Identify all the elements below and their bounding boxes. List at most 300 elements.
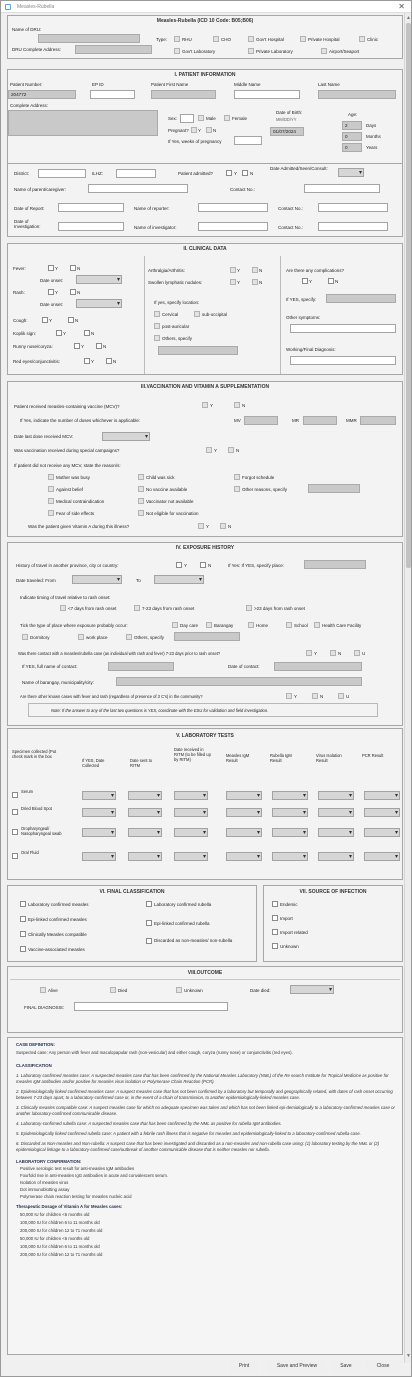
scroll-up-icon[interactable]: ▲ xyxy=(406,15,411,21)
source-endemic-checkbox[interactable] xyxy=(272,901,278,907)
mcv-yes-checkbox[interactable] xyxy=(202,402,208,408)
type-airport-checkbox[interactable] xyxy=(321,48,327,54)
dob-format: MM/DD/YY xyxy=(276,117,297,122)
col-date-sent: Date sent to RITM xyxy=(130,758,153,768)
investigator-contact-field[interactable] xyxy=(318,222,388,231)
type-private-hospital-label: Private Hospital xyxy=(308,37,340,42)
places-label: Tick the type of place where exposure probably occur: xyxy=(20,623,128,628)
place-school-label: School xyxy=(294,623,308,628)
class-lab-measles-checkbox[interactable] xyxy=(20,901,26,907)
source-unknown-checkbox[interactable] xyxy=(272,943,278,949)
lab-date-picker[interactable] xyxy=(174,828,208,837)
scroll-thumb[interactable] xyxy=(406,23,411,568)
ep-id-field[interactable] xyxy=(90,90,135,99)
travel-yes-checkbox[interactable] xyxy=(176,562,182,568)
lab-result-select[interactable] xyxy=(226,852,262,861)
other-cases-yes-checkbox[interactable] xyxy=(286,693,292,699)
reason-medical-checkbox[interactable] xyxy=(48,498,54,504)
contact-yes-label: Y xyxy=(314,651,318,656)
reason-mother-busy-checkbox[interactable] xyxy=(48,474,54,480)
timing-gt23-label: >23 days from rash onset xyxy=(254,606,305,611)
pregnant-label: Pregnant? xyxy=(168,128,189,133)
class-epi-measles-label: Epi-linked confirmed measles xyxy=(28,917,87,922)
other-symptoms-label: Other symptoms: xyxy=(286,315,321,320)
female-checkbox[interactable] xyxy=(224,115,230,121)
outcome-heading: VIII.OUTCOME xyxy=(187,970,223,976)
admitted-label: Patient admitted? xyxy=(178,171,214,176)
complete-address-field[interactable] xyxy=(8,110,158,136)
reason-not-eligible-checkbox[interactable] xyxy=(138,510,144,516)
campaign-yes-checkbox[interactable] xyxy=(206,447,212,453)
date-from-picker[interactable] xyxy=(72,575,122,584)
lab-result-select[interactable] xyxy=(226,791,262,800)
arthralgia-yes-checkbox[interactable] xyxy=(230,267,236,273)
investigator-field[interactable] xyxy=(198,222,268,231)
print-button[interactable]: Print xyxy=(229,1360,259,1372)
reasons-label: If patient did not receive any MCV, state the reason/s: xyxy=(14,463,121,468)
type-private-hospital-checkbox[interactable] xyxy=(300,36,306,42)
specimen-label: Oral Fluid xyxy=(21,850,39,855)
rash-yes-checkbox[interactable] xyxy=(48,289,54,295)
col-date-received: Date received in RITM (to be filled up by RITM) xyxy=(174,747,211,762)
red-eyes-no-checkbox[interactable] xyxy=(106,358,112,364)
suspected-case: Suspected case: Any person with fever and maculopapular rash (non-vesicular) and either cough, coryza (runny nose) or conjunctivitis (red eyes). xyxy=(16,1050,293,1055)
source-unknown-label: Unknown xyxy=(280,944,299,949)
suboccipital-checkbox[interactable] xyxy=(194,311,200,317)
final-diag-label: FINAL DIAGNOSIS: xyxy=(24,1005,65,1010)
pregnant-no-checkbox[interactable] xyxy=(206,127,212,133)
arthralgia-no-checkbox[interactable] xyxy=(252,267,258,273)
complications-label: Are there any complications? xyxy=(286,268,345,273)
lab-date-picker[interactable] xyxy=(128,791,162,800)
outcome-alive-checkbox[interactable] xyxy=(40,987,46,993)
complications-no-checkbox[interactable] xyxy=(328,278,334,284)
classification-subheading: CLASSIFICATION xyxy=(16,1063,52,1068)
male-checkbox[interactable] xyxy=(198,115,204,121)
lab-confirmation-heading: LABORATORY CONFIRMATION: xyxy=(16,1159,82,1164)
lab-result-select[interactable] xyxy=(364,852,400,861)
lab-result-select[interactable] xyxy=(272,791,308,800)
vaccination-heading: III.VACCINATION AND VITAMIN A SUPPLEMENTATION xyxy=(140,384,270,390)
age-months-field[interactable]: 0 xyxy=(342,132,362,141)
swollen-yes-checkbox[interactable] xyxy=(230,279,236,285)
cough-yes-label: Y xyxy=(49,318,53,323)
other-cases-unknown-label: U xyxy=(346,694,350,699)
admitted-no-checkbox[interactable] xyxy=(242,170,248,176)
reason-no-vaccine-checkbox[interactable] xyxy=(138,486,144,492)
case-def-5: 5. Epidemiologically linked confirmed rubella case: A patient with a febrile rash illness that is negative for measles and epidemiologically-linked to a laboratory-confirmed rubella case. xyxy=(16,1131,361,1136)
other-cases-unknown-checkbox[interactable] xyxy=(338,693,344,699)
dru-address-field[interactable] xyxy=(75,45,152,54)
cough-yes-checkbox[interactable] xyxy=(42,317,48,323)
place-others-checkbox[interactable] xyxy=(126,634,132,640)
mmr-field[interactable] xyxy=(360,416,396,425)
lab-result-select[interactable] xyxy=(364,791,400,800)
red-eyes-no-label: N xyxy=(113,359,117,364)
rash-no-label: N xyxy=(77,290,81,295)
close-button[interactable]: Close xyxy=(365,1360,401,1372)
lab-date-picker[interactable] xyxy=(174,791,208,800)
specimen-checkbox[interactable] xyxy=(12,792,18,798)
location-others-checkbox[interactable] xyxy=(154,335,160,341)
class-epi-measles-checkbox[interactable] xyxy=(20,916,26,922)
campaign-label: Was vaccination received during special campaigns? xyxy=(14,448,120,453)
date-admitted-picker[interactable] xyxy=(338,168,364,177)
timing-7-23-checkbox[interactable] xyxy=(134,605,140,611)
lab-result-select[interactable] xyxy=(318,808,354,817)
runny-yes-checkbox[interactable] xyxy=(74,343,80,349)
date-died-picker[interactable] xyxy=(290,985,334,994)
koplik-yes-checkbox[interactable] xyxy=(56,330,62,336)
patient-info-section xyxy=(7,69,403,165)
exposure-note-box xyxy=(28,703,378,717)
lab-result-select[interactable] xyxy=(318,791,354,800)
months-label: Months xyxy=(366,134,381,139)
complications-yes-checkbox[interactable] xyxy=(302,278,308,284)
date-contact-field[interactable] xyxy=(274,662,362,671)
timing-7-23-label: 7-23 days from rash onset xyxy=(142,606,195,611)
outcome-unknown-checkbox[interactable] xyxy=(176,987,182,993)
specimen-checkbox[interactable] xyxy=(12,853,18,859)
other-cases-yes-label: Y xyxy=(294,694,298,699)
classification-section xyxy=(7,885,257,962)
contact-yes-checkbox[interactable] xyxy=(306,650,312,656)
lab-date-picker[interactable] xyxy=(82,828,116,837)
rash-onset-picker[interactable] xyxy=(76,299,122,308)
vit-a-no-label: N xyxy=(228,524,232,529)
years-label: Years xyxy=(366,145,378,150)
class-discarded-checkbox[interactable] xyxy=(146,938,152,944)
save-button[interactable]: Save xyxy=(331,1360,361,1372)
rash-label: Rash: xyxy=(13,290,25,295)
case-definition-text xyxy=(16,1042,396,1258)
lab-result-select[interactable] xyxy=(318,852,354,861)
complications-specify-field[interactable] xyxy=(326,294,396,303)
mcv-yes-label: Y xyxy=(210,403,214,408)
swollen-label: Swollen lymphatic nodules: xyxy=(148,280,203,285)
save-preview-button[interactable]: Save and Preview xyxy=(267,1360,327,1372)
specimen-checkbox[interactable] xyxy=(12,809,18,815)
vaccination-section xyxy=(7,381,403,537)
reason-against-belief-label: Against belief xyxy=(56,487,84,492)
reporter-contact-field[interactable] xyxy=(318,203,388,212)
timing-lt7-label: <7 days from rash onset xyxy=(68,606,117,611)
source-import-checkbox[interactable] xyxy=(272,915,278,921)
travel-no-label: N xyxy=(208,563,212,568)
timing-label: Indicate timing of travel relative to rash onset: xyxy=(20,595,111,600)
lab-result-select[interactable] xyxy=(226,808,262,817)
vit-a-label: Was the patient given Vitamin A during this illness? xyxy=(28,524,130,529)
timing-lt7-checkbox[interactable] xyxy=(60,605,66,611)
app-icon xyxy=(5,4,11,10)
middle-name-field[interactable] xyxy=(234,90,300,99)
travel-no-checkbox[interactable] xyxy=(200,562,206,568)
reason-against-belief-checkbox[interactable] xyxy=(48,486,54,492)
mv-label: MV xyxy=(234,418,241,423)
reason-forgot-checkbox[interactable] xyxy=(234,474,240,480)
lab-date-picker[interactable] xyxy=(128,828,162,837)
lab-result-select[interactable] xyxy=(318,828,354,837)
date-investigation-field[interactable] xyxy=(58,222,124,231)
form-title: Measles-Rubella (ICD 10 Code: B05;B06) xyxy=(156,18,254,24)
contact-name-field[interactable] xyxy=(108,662,174,671)
koplik-no-checkbox[interactable] xyxy=(84,330,90,336)
barangay-field[interactable] xyxy=(116,677,362,686)
fever-yes-checkbox[interactable] xyxy=(48,265,54,271)
suboccipital-label: sub-occipital xyxy=(202,312,228,317)
class-vaccine-measles-checkbox[interactable] xyxy=(20,946,26,952)
reporter-contact-label: Contact No.: xyxy=(278,206,304,211)
reason-child-sick-checkbox[interactable] xyxy=(138,474,144,480)
reason-fear-label: Fear of side effects xyxy=(56,511,95,516)
fever-label: Fever: xyxy=(13,266,26,271)
col-specimen: Specimen collected (Put check mark in the box xyxy=(12,749,57,759)
age-years-field[interactable]: 0 xyxy=(342,143,362,152)
travel-place-label: If Yes: If YES, specify place: xyxy=(228,563,284,568)
dosage-item: 100,000 IU for children 6 to 11 months old xyxy=(20,1244,100,1249)
mcv-no-checkbox[interactable] xyxy=(234,402,240,408)
class-lab-rubella-label: Laboratory confirmed rubella xyxy=(154,902,212,907)
place-dormitory-label: Dormitory xyxy=(30,635,50,640)
dosage-heading: Therapeutic Dosage of Vitamin A for Measles cases: xyxy=(16,1204,123,1209)
weeks-field[interactable] xyxy=(234,136,262,145)
campaign-no-checkbox[interactable] xyxy=(228,447,234,453)
type-gov-lab-checkbox[interactable] xyxy=(174,48,180,54)
vit-a-no-checkbox[interactable] xyxy=(220,523,226,529)
mr-label: MR xyxy=(292,418,299,423)
arthralgia-yes-label: Y xyxy=(237,268,241,273)
outcome-died-label: Died xyxy=(118,988,128,993)
type-gov-lab-label: Gov't Laboratory xyxy=(182,49,216,54)
post-auricular-checkbox[interactable] xyxy=(154,323,160,329)
classification-heading: VI. FINAL CLASSIFICATION xyxy=(99,889,165,895)
mr-field[interactable] xyxy=(303,416,337,425)
ilhz-label: ILHZ: xyxy=(92,171,104,176)
outcome-alive-label: Alive xyxy=(48,988,58,993)
dosage-item: 50,000 IU for children <6 months old xyxy=(20,1212,90,1217)
reason-vaccinator-checkbox[interactable] xyxy=(138,498,144,504)
lab-result-select[interactable] xyxy=(364,808,400,817)
type-rhu-checkbox[interactable] xyxy=(174,36,180,42)
case-def-2: 2. Epidemiologically linked confirmed measles case: A suspect measles case that has not been confirmed by a laboratory but temporally and geographically related, with dates of rash onset occurring between 7-23 days apart, to a laboratory-confirmed case or, in the event of a chain of transmission, to another epidemiologically-linked measles case. xyxy=(16,1089,393,1100)
koplik-no-label: N xyxy=(91,331,95,336)
fever-no-checkbox[interactable] xyxy=(70,265,76,271)
lab-result-select[interactable] xyxy=(272,828,308,837)
reason-other-label: Other reasons, specify xyxy=(242,487,288,492)
arthralgia-no-label: N xyxy=(259,268,263,273)
place-dormitory-checkbox[interactable] xyxy=(22,634,28,640)
date-to-label: To xyxy=(136,578,141,583)
rash-no-checkbox[interactable] xyxy=(70,289,76,295)
lab-result-select[interactable] xyxy=(364,828,400,837)
admitted-yes-checkbox[interactable] xyxy=(226,170,232,176)
cough-no-checkbox[interactable] xyxy=(68,317,74,323)
complications-yes-label: Y xyxy=(309,279,313,284)
place-hcf-label: Health Care Facility xyxy=(322,623,362,628)
reporter-field[interactable] xyxy=(198,203,268,212)
final-diag-field[interactable] xyxy=(74,1002,228,1011)
travel-yes-label: Y xyxy=(184,563,188,568)
type-gov-hospital-label: Gov't Hospital xyxy=(256,37,284,42)
location-others-field[interactable] xyxy=(158,346,238,355)
pregnant-yes-label: Y xyxy=(198,128,202,133)
place-workplace-checkbox[interactable] xyxy=(78,634,84,640)
cervical-label: Cervical xyxy=(162,312,179,317)
lab-result-select[interactable] xyxy=(272,852,308,861)
exposure-heading: IV. EXPOSURE HISTORY xyxy=(175,545,235,551)
type-clinic-checkbox[interactable] xyxy=(359,36,365,42)
reason-fear-checkbox[interactable] xyxy=(48,510,54,516)
fever-no-label: N xyxy=(77,266,81,271)
other-symptoms-field[interactable] xyxy=(290,324,396,333)
runny-label: Runny nose/coryza: xyxy=(13,344,53,349)
date-investigation-label: Date of Investigation: xyxy=(14,219,41,229)
report-section xyxy=(7,163,403,237)
runny-no-checkbox[interactable] xyxy=(96,343,102,349)
type-private-lab-checkbox[interactable] xyxy=(248,48,254,54)
mv-field[interactable] xyxy=(244,416,278,425)
pregnant-yes-checkbox[interactable] xyxy=(191,127,197,133)
fever-onset-picker[interactable] xyxy=(76,275,122,284)
reason-forgot-label: Forgot schedule xyxy=(242,475,275,480)
lab-result-select[interactable] xyxy=(226,828,262,837)
scroll-down-icon[interactable]: ▼ xyxy=(406,1353,411,1359)
weeks-label: If Yes, weeks of pregnancy xyxy=(168,139,222,144)
close-icon[interactable]: ✕ xyxy=(398,2,405,11)
koplik-yes-label: Y xyxy=(63,331,67,336)
working-diag-field[interactable] xyxy=(290,356,396,365)
lab-date-picker[interactable] xyxy=(82,852,116,861)
class-epi-rubella-checkbox[interactable] xyxy=(146,920,152,926)
lab-date-picker[interactable] xyxy=(128,852,162,861)
contact-no-field[interactable] xyxy=(304,184,380,193)
lab-date-picker[interactable] xyxy=(174,852,208,861)
vertical-scrollbar[interactable] xyxy=(404,13,411,1363)
campaign-yes-label: Y xyxy=(214,448,218,453)
dru-name-field[interactable] xyxy=(38,34,140,43)
contact-unknown-checkbox[interactable] xyxy=(354,650,360,656)
first-name-label: Patient First Name xyxy=(151,82,189,87)
place-others-field[interactable] xyxy=(174,632,240,641)
district-field[interactable] xyxy=(38,169,86,178)
age-days-field[interactable]: 2 xyxy=(342,121,362,130)
reason-mother-busy-label: Mother was busy xyxy=(56,475,91,480)
lab-heading: V. LABORATORY TESTS xyxy=(176,733,234,739)
place-home-label: Home xyxy=(256,623,269,628)
lab-date-picker[interactable] xyxy=(82,791,116,800)
red-eyes-yes-checkbox[interactable] xyxy=(84,358,90,364)
last-name-field[interactable] xyxy=(318,90,396,99)
dru-name-label: Name of DRU: xyxy=(12,27,42,32)
place-hcf-checkbox[interactable] xyxy=(314,622,320,628)
lab-date-picker[interactable] xyxy=(174,808,208,817)
class-lab-rubella-checkbox[interactable] xyxy=(146,901,152,907)
complications-specify-label: If YES, specify: xyxy=(286,297,317,302)
first-name-field[interactable] xyxy=(151,90,216,99)
last-name-label: Last Name xyxy=(318,82,340,87)
timing-gt23-checkbox[interactable] xyxy=(246,605,252,611)
lab-date-picker[interactable] xyxy=(82,808,116,817)
contact-no-checkbox[interactable] xyxy=(330,650,336,656)
other-cases-no-label: N xyxy=(320,694,324,699)
reason-vaccinator-label: Vaccinator not available xyxy=(146,499,194,504)
cervical-checkbox[interactable] xyxy=(154,311,160,317)
col-date-collected: If YES, Date Collected xyxy=(82,758,105,768)
lab-section xyxy=(7,728,403,880)
place-workplace-label: work place xyxy=(86,635,108,640)
investigator-contact-label: Contact No.: xyxy=(278,225,304,230)
specimen-label: Oropharyngeal/ Nasopharyngeal swab xyxy=(21,826,62,836)
date-report-field[interactable] xyxy=(58,203,124,212)
reason-other-checkbox[interactable] xyxy=(234,486,240,492)
complications-no-label: N xyxy=(335,279,339,284)
parent-field[interactable] xyxy=(88,184,188,193)
case-def-3: 3. Clinically measles compatible case: A suspect measles case for which no adequate specimen was taken and which has not been linked epi-demiologically to a laboratory-confirmed measles case or another laboratory-confirmed communicable disease. xyxy=(16,1105,395,1116)
type-gov-hospital-checkbox[interactable] xyxy=(248,36,254,42)
ep-id-label: EP ID xyxy=(92,82,104,87)
specimen-checkbox[interactable] xyxy=(12,829,18,835)
travel-place-field[interactable] xyxy=(304,560,366,569)
clinical-heading: II. CLINICAL DATA xyxy=(183,246,227,252)
lab-date-picker[interactable] xyxy=(128,808,162,817)
outcome-unknown-label: Unknown xyxy=(184,988,203,993)
window-title: Measles-Rubella xyxy=(17,4,55,10)
runny-yes-label: Y xyxy=(81,344,85,349)
other-cases-no-checkbox[interactable] xyxy=(312,693,318,699)
case-def-1: 1. Laboratory confirmed measles case: A suspected measles case that has been confirmed by the National Measles Laboratory (NML) of the Re search Institute for Tropical Medicine as positive for measles IgM antibodies and/or positive for measles virus isolation or Polymerase Chain Reaction (PCR). xyxy=(16,1073,389,1084)
case-def-6: 6. Discarded as Non-measles and Non-rubella: A suspect case that has been investigated and discarded as a non-measles and non-rubella case using: (1) laboratory testing by the NML or (2) epidemiological linkage to a laboratory-confirmed case/outbreak of another communicable disease that is neither measles nor rubella. xyxy=(16,1141,380,1152)
vit-a-yes-checkbox[interactable] xyxy=(198,523,204,529)
dosage-item: 100,000 IU for children 6 to 11 months old xyxy=(20,1220,100,1225)
case-def-heading: CASE DEFINITION: xyxy=(16,1042,55,1047)
place-daycare-checkbox[interactable] xyxy=(172,622,178,628)
reason-not-eligible-label: Not eligible for vaccination xyxy=(146,511,199,516)
type-cho-checkbox[interactable] xyxy=(213,36,219,42)
exposure-note: Note: If the answer to any of the last two questions is YES, coordinate with the ESU for validation and field investigation. xyxy=(51,708,269,713)
travel-label: History of travel in another province, city or country: xyxy=(16,563,119,568)
reason-no-vaccine-label: No vaccine available xyxy=(146,487,188,492)
swollen-no-checkbox[interactable] xyxy=(252,279,258,285)
place-school-checkbox[interactable] xyxy=(286,622,292,628)
place-home-checkbox[interactable] xyxy=(248,622,254,628)
last-dose-picker[interactable] xyxy=(102,432,150,441)
reason-other-field[interactable] xyxy=(308,484,360,493)
reason-child-sick-label: Child was sick xyxy=(146,475,175,480)
col-pcr: PCR Result xyxy=(362,753,384,758)
sex-label: Sex: xyxy=(168,116,178,121)
admitted-yes-label: Y xyxy=(234,171,238,176)
working-diag-label: Working/Final Diagnosis: xyxy=(286,347,336,352)
date-to-picker[interactable] xyxy=(154,575,204,584)
place-barangay-checkbox[interactable] xyxy=(206,622,212,628)
date-died-label: Date died: xyxy=(250,988,271,993)
outcome-died-checkbox[interactable] xyxy=(110,987,116,993)
col-measles-igm: Measles IgM Result xyxy=(226,753,250,763)
clinical-section xyxy=(7,243,403,375)
age-label: Age: xyxy=(348,112,358,117)
patient-heading: I. PATIENT INFORMATION xyxy=(174,72,236,78)
source-import-related-checkbox[interactable] xyxy=(272,929,278,935)
title-bar xyxy=(1,1,411,13)
days-label: Days xyxy=(366,123,377,128)
patient-number-field[interactable]: 204772 xyxy=(8,90,76,99)
lab-result-select[interactable] xyxy=(272,808,308,817)
class-clinical-measles-checkbox[interactable] xyxy=(20,931,26,937)
sex-field[interactable] xyxy=(180,114,194,123)
other-cases-question: Are there other known cases with fever and rash (regardless of presence of 3 C's) in the community? xyxy=(20,694,203,699)
ilhz-field[interactable] xyxy=(116,169,156,178)
dob-field[interactable]: 01/07/2024 xyxy=(270,127,304,136)
